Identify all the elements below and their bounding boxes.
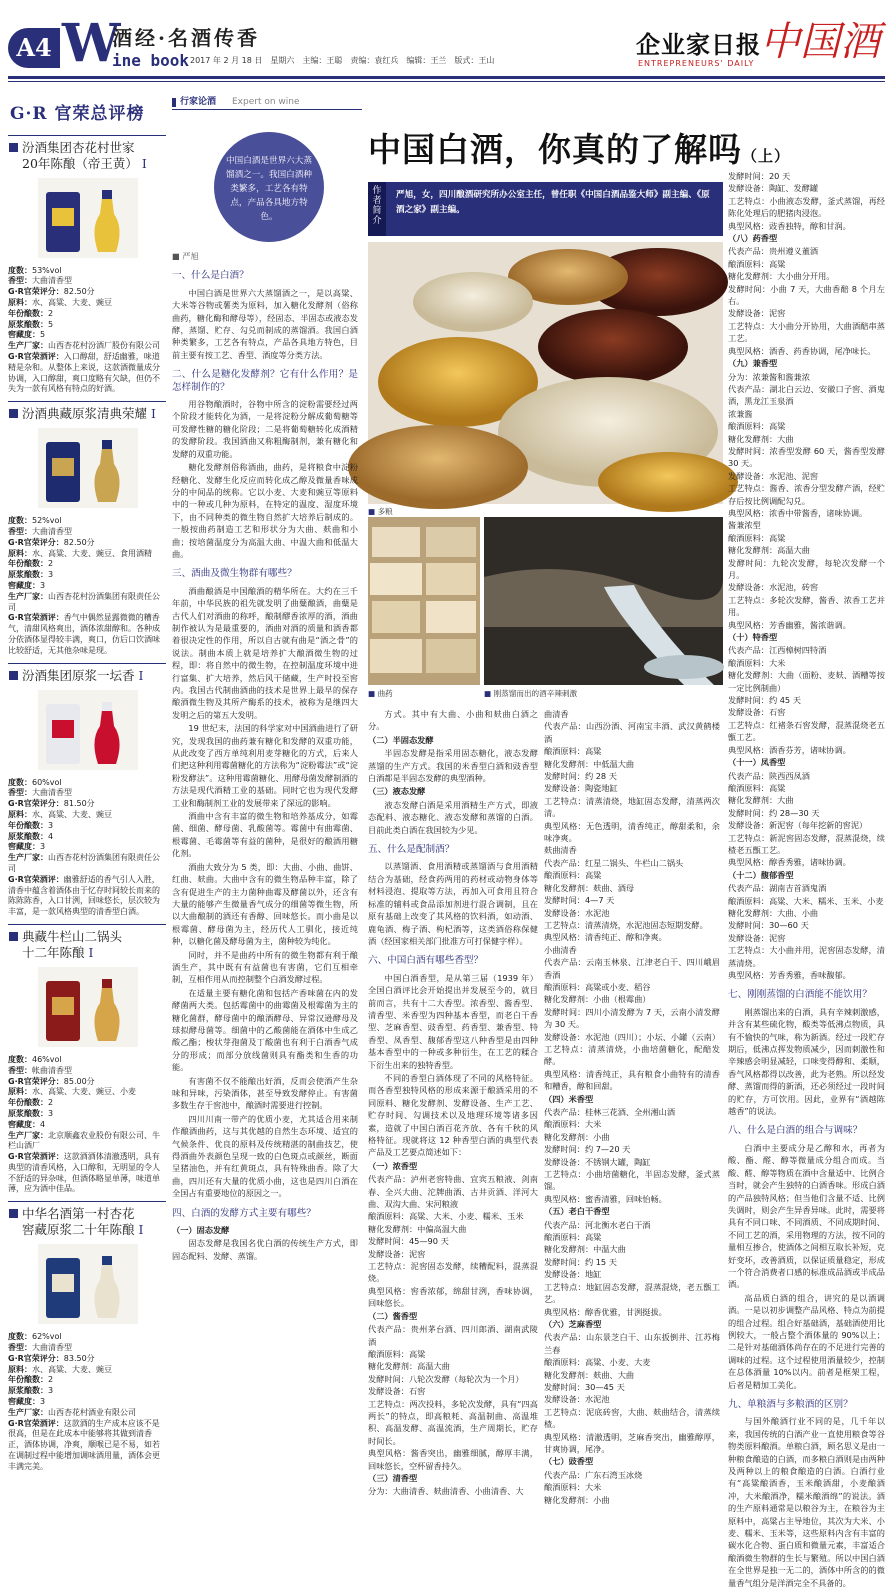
dateline	[190, 55, 502, 67]
product-photo	[38, 1244, 138, 1324]
paragraph: 同时，并不是曲药中所有的微生物都有利于酿酒生产，其中既有有益菌也有害菌，它们互相牵制，互相作用从而控制整个白酒发酵过程。	[172, 949, 358, 985]
spec-line: 发酵设备：陶缸、发酵罐	[728, 183, 819, 194]
spec-line: 糖化发酵剂：小曲（根霉曲）	[544, 994, 651, 1005]
spec-line: 典型风格：酒香、药香协调，尾净味长。	[728, 345, 876, 356]
spec-line: 发酵时间：45—90 天	[368, 1236, 449, 1247]
spec-line: 发酵时间：4—7 天	[544, 895, 615, 906]
product-detail-line: 窖藏度：3	[8, 842, 46, 852]
newspaper-name-en: ENTREPRENEURS' DAILY	[638, 59, 755, 68]
spec-line: 代表产品：江西樟树四特酒	[728, 645, 827, 656]
spec-line: 典型风格：酱香突出，幽雅细腻，醇厚丰满，回味悠长，空杯留香持久。	[368, 1448, 538, 1471]
product-detail-line: G·R官荣酒评：幽雅舒适的香气引人入胜，清香中蕴含着酒体由于忆存时间较长而来的陈陈陈香，入口甘洌，回味悠长，层次较为丰富，是一款风格典型的清香型白酒。	[8, 874, 160, 917]
section-heading: 九、单粮酒与多粮酒的区别？	[728, 1399, 853, 1410]
spec-line: 典型风格：醇香秀雅，诸味协调。	[728, 857, 851, 868]
spec-line: 发酵时间：八轮次发酵（每轮次为一个月）	[368, 1373, 524, 1384]
spec-line: 发酵设备：不锈钢大罐，陶缸	[544, 1156, 651, 1167]
spec-line: 发酵设备：泥窖	[368, 1248, 426, 1259]
article-column-1	[172, 250, 358, 1437]
photo-caption-grains: ■ 多粮	[368, 506, 393, 517]
subheading: （三）清香型	[368, 1472, 418, 1483]
product-name: 汾酒典藏原浆清典荣耀 I	[8, 401, 166, 422]
paragraph: 不同的香型白酒体现了不同的风格特征。而各香型独特风格的形成来源于酿酒采用的不同原料、糖化发酵剂、发酵设备、生产工艺、贮存时间、勾调技术以及地理环境等诸多因素，造就了中国白酒百花齐放、各有千秋的风格特征。现就将这 12 种香型白酒的典型代表产品及工艺要点简述如下：	[368, 1072, 538, 1158]
dateline-item: 编辑：王兰	[406, 56, 447, 65]
spec-line: 糖化发酵剂：中偏高温大曲	[368, 1223, 467, 1234]
spec-line: 发酵时间：约 28 天	[544, 771, 617, 782]
product-detail-line: 年份酿数：2	[8, 1375, 54, 1385]
paragraph: 有害菌不仅不能酿出好酒，反而会使酒产生杂味和异味，污染酒体，甚至导致发酵停止。有害菌多数生存于窖池中，酿酒时需要进行控制。	[172, 1075, 358, 1111]
wine-letter: W	[62, 13, 121, 74]
product-name: 典藏牛栏山二锅头 十二年陈酿 I	[8, 924, 166, 961]
product-details	[8, 1332, 166, 1472]
spec-line: 糖化发酵剂：大曲	[728, 795, 794, 806]
spec-line: 代表产品：桂林三花酒、全州湘山酒	[544, 1107, 676, 1117]
spec-line: 酿酒原料：高粱、大米、小麦、糯米、玉米	[368, 1211, 524, 1222]
spec-line: 代表产品：陕西西凤酒	[728, 770, 810, 781]
spec-line: 代表产品：河北衡水老白干酒	[544, 1219, 651, 1230]
spec-line: 工艺特点：小曲培菌糖化，半固态发酵，釜式蒸馏。	[544, 1169, 720, 1192]
section-heading: 四、白酒的发酵方式主要有哪些？	[172, 1207, 316, 1219]
distillation-photo	[484, 517, 723, 685]
paragraph: 以蒸馏酒、食用酒精或蒸馏酒与食用酒精结合为基础，经食药两用的药材或动物身体等材料浸泡、提取等方法，再加入可食用且符合标准的辅料或食品添加剂进行混合调制，且在原有基础上改变了其风格的饮料酒，如动酒、鹿龟酒、梅子酒、枸杞酒等，这类酒俗称保健酒（经国家相关部门批准方可打保健字样）。	[368, 861, 538, 946]
product-details	[8, 516, 166, 656]
spec-line: 发酵设备：新泥窖（每年挖新的窖泥）	[728, 820, 868, 831]
spec-line: 代表产品：山西汾酒、河南宝丰酒、武汉黄鹤楼酒	[544, 721, 720, 744]
product-detail-line: 香型：帐曲清香型	[8, 1065, 72, 1075]
paragraph: 与国外酿酒行业不同的是，几千年以来，我国传统的白酒产业一直使用粮食等谷物类原料酿酒。单粮白酒，顾名思义是由一种粮食酿造的白酒，而多粮白酒则是由两种及两种以上的粮食酿造的白酒。白酒行业有“高粱酿酒香，玉米酿酒甜，小麦酿酒冲，大米酿酒净，糯米酿酒绵”的说法。酒的生产原料通常是以粮谷为主，在粮谷为主原料中，高粱占主导地位，其次为大米、小麦、糯米、玉米等，这些原料内含有丰富的碳水化合物、蛋白质和微量元素，丰富适合酿酒微生物群的生长与繁殖。所以中国白酒在全世界是独一无二的，酒体中所含的的微量香气组分是洋酒完全不具备的。	[728, 1416, 885, 1588]
header-rule	[8, 76, 885, 79]
spec-line: 发酵设备：泥窖	[728, 308, 786, 319]
subheading: （四）米香型	[544, 1093, 594, 1104]
spec-line: 典型风格：清香纯正、醇和净爽。	[544, 932, 667, 943]
spec-line: 酿酒原料：高粱	[728, 258, 786, 269]
product-list	[8, 135, 166, 1473]
spec-line: 典型风格：豉香独特，醇和甘润。	[728, 220, 851, 231]
spec-line: 酿酒原料：高粱	[544, 1232, 602, 1243]
spec-line: 工艺特点：新泥窖固态发酵，混蒸混烧，续楂老五甑工艺。	[728, 832, 885, 855]
column-tag-label: 行家论酒	[180, 97, 217, 107]
subheading: （五）老白干香型	[544, 1206, 610, 1217]
spec-line: 糖化发酵剂：大曲、小曲	[728, 907, 819, 918]
product-detail-line: 原料：水、高粱、大麦、豌豆	[8, 809, 112, 819]
dateline-item: 星期六	[270, 56, 295, 65]
subheading: （一）浓香型	[368, 1160, 418, 1171]
spec-line: 糖化发酵剂：大小曲分开用。	[728, 271, 835, 282]
spec-line: 代表产品：湖南吉首酒鬼酒	[728, 883, 827, 894]
product-details	[8, 778, 166, 918]
spec-line: 糖化发酵剂：中温大曲	[544, 1244, 626, 1255]
product-detail-line: 原浆酿数：3	[8, 570, 54, 580]
sidebar-ranking	[8, 92, 166, 1471]
spec-line: 工艺特点：红褚条石窖发酵，混蒸混烧老五甑工艺。	[728, 719, 885, 743]
product-detail-line: 生产厂家：山西杏花村酒业有限公司	[8, 1407, 136, 1417]
product-detail-line: 原料：水、高粱、大麦、豌豆	[8, 1364, 112, 1374]
spec-line: 糖化发酵剂：小曲	[544, 1131, 610, 1142]
article-column-2	[368, 708, 538, 1497]
spec-line: 典型风格：清澈透明，芝麻香突出，幽雅醇厚，甘爽协调，尾净。	[544, 1431, 720, 1454]
product-detail-line: 窖藏度：3	[8, 1397, 46, 1407]
spec-line: 工艺特点：清蒸清烧，地缸固态发酵，清蒸两次清。	[544, 795, 720, 819]
spec-line: 代表产品：贵州遵义董酒	[728, 246, 819, 257]
spec-line: 工艺特点：清蒸清烧，水泥池固态短期发酵。	[544, 919, 708, 930]
newspaper-logo: 中国酒	[760, 19, 880, 65]
product-entry	[8, 663, 166, 918]
product-details	[8, 1055, 166, 1195]
product-detail-line: 生产厂家：北京顺鑫农业股份有限公司、牛栏山酒厂	[8, 1130, 160, 1151]
spec-line: 工艺特点：大小曲分开协用，大曲酒醅串蒸工艺。	[728, 320, 885, 344]
product-detail-line: 年份酿数：2	[8, 308, 54, 318]
product-detail-line: G·R官荣酒评：入口醇甜，舒适幽雅，味道精是杂和。从整体上来说，这款酒微量成分协调，入口醇甜，爽口度略有欠缺，但仍不失为一款有风格有特点的好酒。	[8, 352, 160, 394]
photo-caption-distill: ■ 刚蒸馏而出的酒辛辣刺激	[484, 688, 577, 699]
spec-line: 发酵设备：石窖	[368, 1386, 426, 1397]
section-heading: 一、什么是白酒？	[172, 270, 249, 282]
subheading: （二）半固态发酵	[368, 734, 434, 745]
product-entry	[8, 924, 166, 1195]
spec-line: 浓兼酱	[728, 408, 753, 419]
paragraph: 酒曲中含有丰富的微生物和培养基成分，如霉菌、细菌、酵母菌、乳酸菌等。霉菌中有曲霉菌、根霉菌、毛霉菌等有益的菌种，是很好的酿酒用糖化剂。	[172, 811, 358, 859]
product-detail-line: 香型：大曲清香型	[8, 276, 72, 286]
spec-line: 工艺特点：清蒸清烧，小曲培菌糖化，配醅发酵。	[544, 1043, 720, 1067]
photo-caption-qu: ■ 曲药	[368, 688, 393, 699]
product-detail-line: G·R官荣评分：81.50分	[8, 799, 95, 809]
spec-line: 代表产品：山东景芝白干、山东扳倒井、江苏梅兰春	[544, 1332, 720, 1355]
spec-line: 代表产品：云南玉林泉、江津老白干、四川峨眉香酒	[544, 957, 720, 980]
paragraph: 四川川南一带产的优质小麦，尤其适合用来制作酿酒曲药，这与其优越的自然生态环境、适宜的气候条件、优良的原料及传统精湛的制曲技艺，使得酒曲外表颜色呈现一致的白色斑点或颜丝，断面呈猪油色，并有红黄斑点，具有特殊曲香。除了大曲，四川还有大量的优质小曲，这也是四川白酒在全国占有重要地位的原因之一。	[172, 1113, 358, 1199]
spec-line: 酿酒原料：高粱	[728, 782, 786, 793]
product-photo	[38, 178, 138, 258]
sidebar-title: G·R 官荣总评榜	[10, 104, 145, 124]
spec-line: 发酵设备：水泥池，砖窖	[728, 582, 819, 593]
header-rule-thin	[8, 81, 885, 82]
spec-line: 代表产品：泸州老窖特曲、宜宾五粮液、剑南春、全兴大曲、沱牌曲酒、古井贡酒、洋河大曲、双沟大曲、宋河粮液	[368, 1174, 538, 1210]
section-heading: 七、刚刚蒸馏的白酒能不能饮用？	[728, 989, 872, 1001]
spec-line: 酿酒原料：高粱	[728, 421, 786, 432]
dateline-item: 2017 年 2 月 18 日	[190, 56, 263, 65]
spec-line: 发酵设备：水泥池、泥窖	[728, 470, 819, 481]
spec-line: 发酵时间：20 天	[728, 171, 791, 181]
author-bio-text: 严旭，女，四川酿酒研究所办公室主任，曾任职《中国白酒品鉴大师》副主编、《原酒之家》副主编。	[396, 190, 710, 215]
spec-line: 分为：大曲清香、麸曲清香、小曲清香、大	[368, 1486, 524, 1497]
spec-line: 典型风格：无色透明，清香纯正，醇甜柔和，余味净爽。	[544, 820, 720, 844]
dateline-item: 版式：王山	[454, 56, 495, 65]
author-bio-label: 作者简介	[368, 182, 386, 236]
product-detail-line: 原浆酿数：5	[8, 319, 54, 329]
product-detail-line: 度数：52%vol	[8, 516, 62, 526]
spec-line: 酿酒原料：大米	[728, 657, 786, 668]
byline: ■ 严旭	[172, 251, 199, 261]
headline-part: （上）	[742, 147, 791, 165]
spec-line: 工艺特点：多轮次发酵，酱香、浓香工艺并用。	[728, 594, 885, 618]
paragraph: 半固态发酵是指采用固态糖化，液态发酵蒸馏的生产方式。我国的米香型白酒和豉香型白酒都是半固态发酵的典型酒种。	[368, 748, 538, 784]
column-tag	[172, 96, 362, 110]
spec-line: 糖化发酵剂：麸曲、大曲	[544, 1369, 635, 1380]
spec-line: 典型风格：酒香芬芳，诸味协调。	[728, 744, 851, 755]
product-detail-line: 度数：60%vol	[8, 777, 62, 787]
spec-line: 典型风格：芳香秀雅，香味馥郁。	[728, 970, 851, 980]
spec-line: 代表产品：湖北白云边、安徽口子窖、酒鬼酒，黑龙江玉泉酒	[728, 383, 885, 407]
paragraph: 中国白酒香型，是从第三届（1939 年）全国白酒评比会开始提出并发展至今的，就目前而言，共有十二大香型。浓香型、酱香型、清香型、米香型为四种基本香型，而老白干香型、芝麻香型、豉香型、药香型、兼香型、特香型、凤香型、馥郁香型这八种香型是由四种基本香型中的一种或多种衍生，在工艺的糅合下衍生出来的独特香型。	[368, 972, 538, 1070]
product-name: 中华名酒第一村杏花 窖藏原浆二十年陈酿 I	[8, 1201, 166, 1238]
spec-line: 发酵时间：约 15 天	[544, 1256, 617, 1267]
product-detail-line: G·R官荣酒评：这款酒的生产成本应该不是很高，但是在此成本中能够将其做到清香正，酒体协调，净爽，顺喉已是不易，如若在调制过程中能增加调味酒用量，酒体会更丰满完美。	[8, 1418, 160, 1471]
product-detail-line: 窖藏度：3	[8, 580, 46, 590]
spec-line: 发酵时间：小曲 7 天，大曲香醅 8 个月左右。	[728, 283, 885, 307]
product-detail-line: 生产厂家：山西杏花村汾酒厂股份有限公司	[8, 341, 160, 351]
paragraph: 刚蒸馏出来的白酒，具有辛辣刺激感，并含有某些硫化物，酸类等低沸点物质，具有不愉快的气味，称为新酒。经过一段贮存期后，低沸点挥发物质减少，因而刺激性和辛辣感会明显减轻，口味变得醇和、柔顺，香气风格都得以改善，此为老熟。所以经发酵、蒸馏而得的新酒，还必须经过一段时间的贮存，方可饮用。因此，业界有“酒越陈越香”的说法。	[728, 1006, 885, 1117]
spec-line: 酿酒原料：高粱	[368, 1348, 426, 1359]
page-number: A4	[8, 28, 60, 68]
spec-line: 酿酒原料：大米	[544, 1482, 602, 1493]
spec-line: 典型风格：芳香幽雅，酱浓谐调。	[728, 619, 851, 630]
spec-line: 曲清香	[544, 709, 569, 719]
product-detail-line: 年份酿数：2	[8, 1098, 54, 1108]
subheading: （十二）馥郁香型	[728, 869, 794, 880]
spec-line: 典型风格：清香纯正，具有粮食小曲特有的清香和糟香，醇和回甜。	[544, 1068, 720, 1092]
spec-line: 酱兼浓型	[728, 520, 761, 531]
subheading: （二）酱香型	[368, 1310, 418, 1321]
main-article	[172, 92, 885, 1588]
dateline-item: 主编：王聪	[302, 56, 343, 65]
headline: 中国白酒，你真的了解吗（上）	[368, 130, 791, 169]
paragraph: 液态发酵白酒是采用酒精生产方式，即液态配料、液态糖化、液态发酵和蒸馏的白酒。目前此类白酒在我国较为少见。	[368, 799, 538, 835]
paragraph: 中国白酒是世界六大蒸馏酒之一，是以高粱、大米等谷物或薯类为原料，加入糖化发酵剂（俗称曲药，糖化酶和酵母等），经固态、半固态或液态发酵，蒸馏、贮存、勾兑而制成的蒸馏酒。我国白酒种类繁多，工艺各有特点，产品各具地方特色，目前主要有按工艺、香型、酒度等分类方法。	[172, 287, 358, 360]
paragraph: 固态发酵是我国名优白酒的传统生产方式，即固态配料、发酵、蒸馏。	[172, 1238, 358, 1261]
product-detail-line: G·R官荣酒评：这款酒酒体清澈透明，具有典型的清香风格，入口醇和，无明显的令人不舒适的异杂味，但酒体略显单薄，味道单薄，应为酒中佳品。	[8, 1152, 160, 1194]
spec-line: 糖化发酵剂：高温大曲	[728, 545, 810, 556]
spec-line: 发酵设备：陶瓷地缸	[544, 783, 618, 794]
product-entry	[8, 401, 166, 656]
product-entry	[8, 1201, 166, 1472]
spec-line: 典型风格：蜜香清雅，回味怡畅。	[544, 1193, 667, 1204]
spec-line: 代表产品：红星二锅头、牛栏山二锅头	[544, 857, 684, 868]
product-detail-line: 原浆酿数：3	[8, 1386, 54, 1396]
paragraph: 酒曲大致分为 5 类，即：大曲、小曲、曲饼、红曲、麸曲。大曲中含有的微生物品种丰富，除了含有促进生产的主力菌种曲霉及酵菌以外，还含有大量的能够产生微量香气成分的细菌等微生物，所以大曲酿制的酒还有香醇、回味悠长。而小曲是以根霉菌、酵母菌为主，经历代人工驯化，接近纯种，以糖化菌及酵母菌为主，菌种较为纯化。	[172, 861, 358, 947]
paragraph: 方式。其中有大曲、小曲和麸曲白酒之分。	[368, 709, 538, 732]
spec-line: 代表产品：贵州茅台酒、四川郎酒、湖南武陵酒	[368, 1324, 538, 1347]
spec-line: 工艺特点：酱香、浓香分型发酵产酒，经贮存后按比例调配勾兑。	[728, 483, 885, 506]
spec-line: 发酵时间：30—45 天	[544, 1381, 625, 1392]
product-detail-line: 香型：大曲清香型	[8, 527, 72, 536]
spec-line: 工艺特点：地缸固态发酵，混蒸混烧，老五甑工艺。	[544, 1281, 720, 1305]
newspaper-name: 企业家日报	[636, 30, 761, 59]
spec-line: 工艺特点：两次投料，多轮次发酵，具有“四高两长”的特点，即高粮耗、高温制曲、高温堆积、高温发酵、高温流酒，生产周期长，贮存时间长。	[368, 1398, 538, 1446]
product-detail-line: 度数：46%vol	[8, 1054, 62, 1064]
section-heading: 八、什么是白酒的组合与调味？	[728, 1125, 863, 1137]
spec-line: 糖化发酵剂：大曲	[728, 433, 794, 444]
subheading: （六）芝麻香型	[544, 1318, 602, 1329]
spec-line: 发酵设备：地缸	[544, 1269, 602, 1280]
spec-line: 酿酒原料：高粱、小麦、大麦	[544, 1357, 651, 1368]
product-detail-line: G·R官荣评分：82.50分	[8, 537, 95, 547]
spec-line: 典型风格：醇香优雅，甘洌挺拔。	[544, 1306, 667, 1317]
paragraph: 白酒中主要成分是乙醇和水，再者为酸、酯、醛、醇等微量成分组合而成。当酸、醛、醇等物质在酒中含量适中、比例合当时，就会产生独特的白酒香味。形成白酒的产品独特风格；但当他们含量不适、比例失调时，则会产生异香异味。此时，需要将具有不同口味、不同酒质、不同成期时间、不同工艺的酒，采用物理的方法，按不同的量相互掺合，使酒体之间相互取长补短，克好变坏，改善酒质，以保证质量稳定，形成一个符合消费者口感的标准成品酒或半成品酒。	[728, 1142, 885, 1290]
spec-line: 发酵时间：九轮次发酵，每轮次发酵一个月。	[728, 557, 885, 580]
spec-line: 糖化发酵剂：小曲	[544, 1494, 610, 1505]
author-bio	[368, 182, 723, 236]
product-detail-line: 原料：水、高粱、大麦、豌豆、食用酒精	[8, 548, 152, 558]
product-detail-line: G·R官荣评分：82.50分	[8, 287, 95, 297]
product-detail-line: 原浆酿数：4	[8, 831, 54, 841]
spec-line: 酿酒原料：高粱	[728, 532, 786, 543]
spec-line: 典型风格：窖香浓郁，绵甜甘洌，香味协调，回味悠长。	[368, 1285, 538, 1309]
product-detail-line: G·R官荣酒评：香气中偶然显露微微的糟香气，清甜风格爽出，酒体浓甜醇和。各种成分依酒体显得较丰满，爽口，仿后口饮酒味比较舒适，无其他杂味是现。	[8, 613, 160, 655]
section-heading: 三、酒曲及微生物群有哪些？	[172, 568, 297, 580]
product-photo	[38, 967, 138, 1047]
product-detail-line: 年份酿数：2	[8, 559, 54, 569]
spec-line: 分为：浓兼酱和酱兼浓	[728, 371, 810, 382]
spec-line: 工艺特点：泥底砖窖，大曲、麸曲结合，清蒸续楂。	[544, 1406, 720, 1430]
subheading: （八）药香型	[728, 233, 778, 244]
spec-line: 麸曲清香	[544, 845, 577, 856]
grain-photo	[368, 242, 723, 504]
product-detail-line: 生产厂家：山西杏花村汾酒集团有限责任公司	[8, 853, 160, 873]
spec-line: 发酵时间：约 45 天	[728, 695, 801, 706]
product-detail-line: 原料：水、高粱、大麦、豌豆、小麦	[8, 1087, 136, 1097]
article-column-4	[728, 170, 885, 1588]
section-heading: 五、什么是配制酒？	[368, 844, 455, 856]
subheading: （十）特香型	[728, 632, 778, 643]
article-column-3	[544, 708, 721, 1505]
paragraph: 用谷物酿酒时，谷物中所含的淀粉需要经过两个阶段才能转化为酒，一是将淀粉分解成葡萄糖等可发酵性糖的糖化阶段；二是将葡萄糖转化成酒精的发酵阶段。我国酒曲又称粗酶制剂，兼有糖化和发酵的双重功能。	[172, 399, 358, 459]
spec-line: 发酵时间：30—60 天	[728, 920, 809, 931]
product-detail-line: 度数：62%vol	[8, 1332, 62, 1342]
product-detail-line: 窖藏度：5	[8, 330, 46, 340]
spec-line: 糖化发酵剂：大曲（面粉、麦麸、酒糟等按一定比例制曲）	[728, 670, 885, 693]
column-tag-en: Expert on wine	[232, 97, 300, 107]
product-details	[8, 266, 166, 396]
subheading: （一）固态发酵	[172, 1225, 230, 1236]
qu-photo	[368, 517, 480, 685]
spec-line: 糖化发酵剂：麸曲、酒母	[544, 882, 635, 893]
spec-line: 发酵设备：石窖	[728, 707, 786, 718]
section-title: 酒经·名酒传香	[112, 26, 260, 50]
spec-line: 发酵设备：水泥池	[544, 1394, 610, 1405]
product-detail-line: 度数：53%vol	[8, 265, 62, 275]
spec-line: 代表产品：广东石湾玉冰烧	[544, 1469, 643, 1480]
spec-line: 发酵时间：约 7—20 天	[544, 1144, 631, 1155]
spec-line: 典型风格：浓香中带酱香，诸味协调。	[728, 507, 868, 518]
product-name: 汾酒集团杏花村世家 20年陈酿（帝王黄） I	[8, 135, 166, 172]
section-title-en: ine book	[112, 51, 190, 70]
spec-line: 发酵时间：约 28—30 天	[728, 807, 820, 818]
dateline-item: 责编：袁红兵	[350, 56, 399, 65]
spec-line: 发酵设备：水泥池（四川）；小坛、小罐（云南）	[544, 1031, 721, 1042]
paragraph: 高品质白酒的组合，讲究的是以酒调酒。一是以初步调整产品风格、特点为前提的组合过程。组合好基础酒，基础酒使用比例较大，一般占整个酒体量的 90%以上；二是针对基础酒体尚存在的不足进行完善的调味的过程。这个过程使用酒量较少，控制在总体酒量 10%以内。前者是框架工程，后者是精加工美化。	[728, 1292, 885, 1390]
subheading: （十一）凤香型	[728, 757, 786, 768]
spec-line: 发酵设备：泥窖	[728, 932, 786, 943]
product-detail-line: 窖藏度：4	[8, 1119, 46, 1129]
product-detail-line: 原料：水、高粱、大麦、豌豆	[8, 298, 112, 308]
spec-line: 发酵时间：四川小清发酵为 7 天，云南小清发酵为 30 天。	[544, 1006, 720, 1030]
paragraph: 糖化发酵剂俗称酒曲，曲药，是将粮食中淀粉经糖化、发酵生化反应而转化成乙醇及微量香味成分的中间品的统称。它以小麦、大麦和豌豆等原料中的一种或几种为原料，在特定的温度、湿度环境下，由不同种类的微生物自然扩大培养后制成的。一般按曲药制造工艺和形状分为大曲、麸曲和小曲；按培菌温度分为高温大曲、中温大曲和低温大曲。	[172, 462, 358, 559]
spec-line: 工艺特点：小曲液态发酵，釜式蒸馏，再经陈化处理后的肥猪肉浸泡。	[728, 195, 885, 219]
section-heading: 六、中国白酒有哪些香型？	[368, 955, 484, 967]
subheading: （三）液态发酵	[368, 786, 426, 797]
product-photo	[38, 428, 138, 508]
paragraph: 酒曲酿酒是中国酿酒的精华所在。大约在三千年前，中华民族的祖先就发明了曲糵酿酒，曲糵是古代人们对酒曲的称呼，酿制醪香浓厚的酒，酒曲制作被认为是最重要的，酒曲对酒的质量和酒香都着很决定性的作用，所以自古就有曲是“酒之骨”的说法。制曲本质上就是培养扩大酿酒微生物的过程，即：将自然中的微生物，在控制温度环境中进行富集、扩大培养，然后风干储藏，生产时投至窖内。我国古代制曲酒曲的技术是世界上最早的保存酿酒微生物及其所产酶系的技术，被称为是继四大发明之后的第五大发明。	[172, 585, 358, 720]
product-detail-line: 生产厂家：山西杏花村汾酒集团有限责任公司	[8, 591, 160, 612]
product-detail-line: G·R官荣评分：83.50分	[8, 1353, 95, 1363]
spec-line: 发酵时间：浓香型发酵 60 天，酱香型发酵 30 天。	[728, 445, 885, 469]
product-detail-line: 原浆酿数：3	[8, 1108, 54, 1118]
section-heading: 二、什么是糖化发酵剂？它有什么作用？是怎样制作的？	[172, 369, 358, 393]
product-detail-line: G·R官荣评分：85.00分	[8, 1076, 95, 1086]
subheading: （九）兼香型	[728, 358, 778, 369]
product-name: 汾酒集团原浆一坛香 I	[8, 663, 166, 684]
spec-line: 酿酒原料：高粱	[544, 746, 602, 757]
spec-line: 酿酒原料：高粱、大米、糯米、玉米、小麦	[728, 895, 884, 906]
product-detail-line: 年份酿数：3	[8, 820, 54, 830]
subheading: （七）豉香型	[544, 1456, 594, 1467]
product-detail-line: 香型：大曲清香型	[8, 788, 72, 798]
product-photo	[38, 690, 138, 770]
page-header	[0, 0, 893, 86]
spec-line: 糖化发酵剂：中低温大曲	[544, 758, 635, 769]
paragraph: 19 世纪末，法国的科学家对中国酒曲进行了研究，发现我国的曲药兼有糖化和发酵的双重功能，从此改变了西方单纯利用麦芽糖化的方式，后来人们把这种利用霉菌糖化的方法称为“淀粉霉法”或“淀粉发酵法”。这种用霉菌糖化、用酵母菌发酵制酒的方法是现代酒精工业的基础。同时它也为现代发酵工业和酶制剂工业的发展带来了深远的影响。	[172, 723, 358, 808]
paragraph: 在适量主要有糖化菌和包括产香味菌在内的发酵菌两大类。包括霉菌中的曲霉菌及根霉菌为主的糖化菌群，酵母菌中的酿酒酵母、异常汉逊酵母及球拟酵母菌等。细菌中的乙酸菌能在酒体中生成乙酸乙酯；梭状芽孢菌及丁酸菌也有利于白酒香气成分的形成；而部分放线菌则具有酯类和生香的功能。	[172, 987, 358, 1073]
spec-line: 小曲清香	[544, 944, 577, 955]
spec-line: 工艺特点：大小曲并用，泥窖固态发酵，清蒸清烧。	[728, 945, 885, 968]
spec-line: 发酵设备：水泥池	[544, 907, 610, 918]
spec-line: 酿酒原料：高粱	[544, 870, 602, 881]
spec-line: 酿酒原料：大米	[544, 1119, 602, 1130]
product-entry	[8, 135, 166, 396]
spec-line: 酿酒原料：高粱或小麦、稻谷	[544, 981, 651, 992]
spec-line: 糖化发酵剂：高温大曲	[368, 1361, 450, 1372]
spec-line: 工艺特点：泥窖固态发酵，续糟配料，混蒸混烧。	[368, 1261, 538, 1284]
product-detail-line: 香型：大曲清香型	[8, 1343, 72, 1353]
lead-bubble: 中国白酒是世界六大蒸馏酒之一。我国白酒种类繁多，工艺各有特点，产品各具地方特色。	[214, 132, 324, 242]
